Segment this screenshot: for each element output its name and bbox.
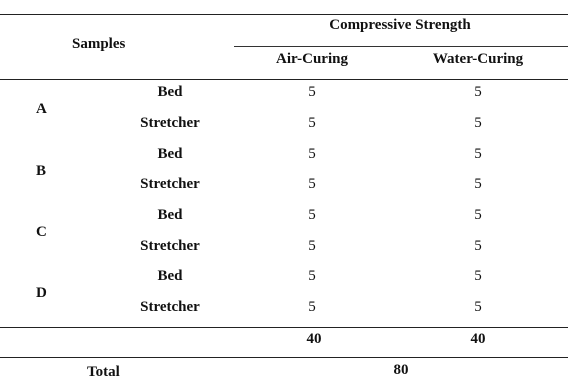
water-curing-cell: 5 — [474, 207, 482, 223]
sample-type-label: Bed — [157, 146, 183, 162]
subtotal-bottom-rule — [0, 357, 568, 358]
air-curing-cell: 5 — [308, 84, 316, 100]
sample-group-label: D — [36, 285, 47, 301]
total-value: 80 — [393, 362, 409, 378]
sample-group-label: A — [36, 101, 47, 117]
group-header-rule — [234, 46, 568, 47]
water-curing-cell: 5 — [474, 146, 482, 162]
air-curing-cell: 5 — [308, 238, 316, 254]
sample-group-label: B — [36, 163, 47, 179]
sample-type-label: Stretcher — [140, 176, 200, 192]
air-curing-subtotal: 40 — [306, 331, 322, 347]
air-curing-cell: 5 — [308, 268, 316, 284]
air-curing-cell: 5 — [308, 115, 316, 131]
body-bottom-rule — [0, 327, 568, 328]
sample-type-label: Bed — [157, 84, 183, 100]
air-curing-cell: 5 — [308, 146, 316, 162]
water-curing-cell: 5 — [474, 299, 482, 315]
air-curing-header: Air-Curing — [276, 51, 348, 67]
samples-header: Samples — [72, 36, 126, 52]
water-curing-header: Water-Curing — [432, 51, 524, 67]
water-curing-cell: 5 — [474, 176, 482, 192]
air-curing-cell: 5 — [308, 176, 316, 192]
top-rule — [0, 14, 568, 15]
water-curing-cell: 5 — [474, 84, 482, 100]
sample-type-label: Bed — [157, 268, 183, 284]
header-bottom-rule — [0, 79, 568, 80]
sample-type-label: Stretcher — [140, 299, 200, 315]
sample-type-label: Stretcher — [140, 238, 200, 254]
water-curing-cell: 5 — [474, 268, 482, 284]
water-curing-cell: 5 — [474, 238, 482, 254]
compressive-strength-header: Compressive Strength — [329, 17, 471, 33]
total-label: Total — [87, 364, 120, 380]
air-curing-cell: 5 — [308, 207, 316, 223]
water-curing-subtotal: 40 — [470, 331, 486, 347]
sample-type-label: Bed — [157, 207, 183, 223]
air-curing-cell: 5 — [308, 299, 316, 315]
sample-group-label: C — [36, 224, 47, 240]
water-curing-cell: 5 — [474, 115, 482, 131]
sample-type-label: Stretcher — [140, 115, 200, 131]
